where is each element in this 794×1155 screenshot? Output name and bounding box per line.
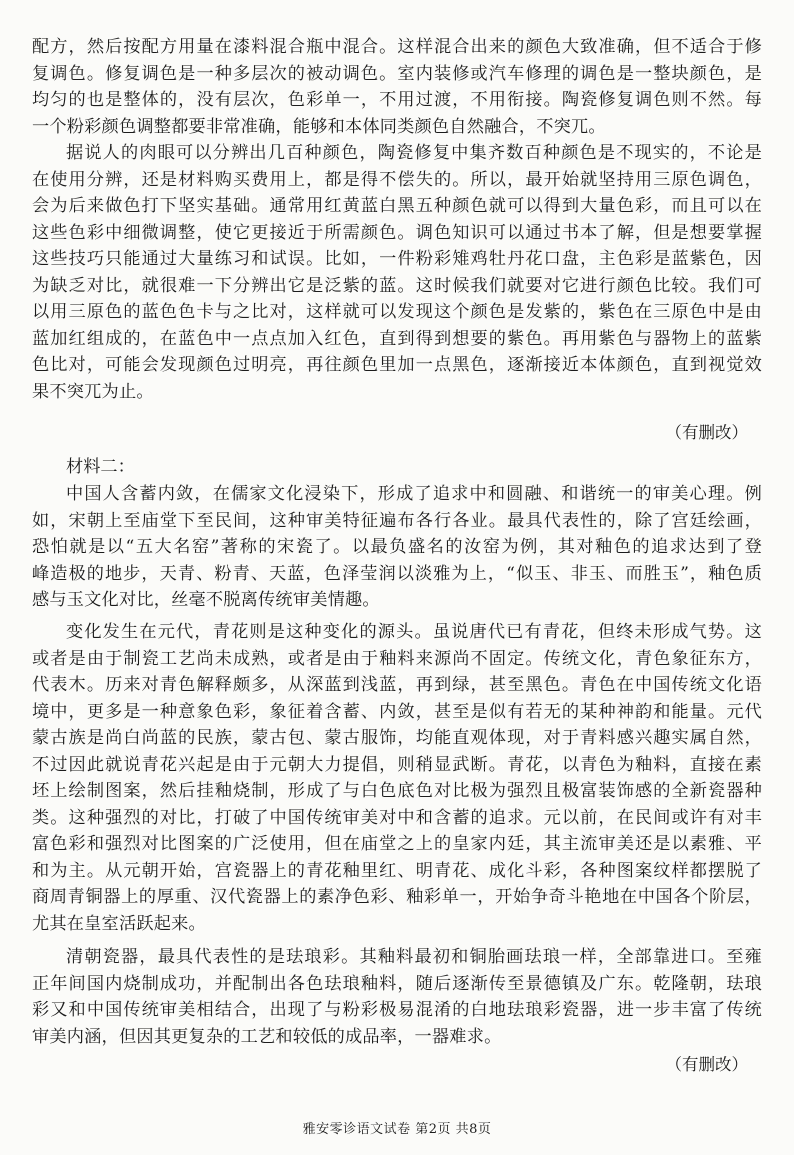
text-line: 清朝瓷器，最具代表性的是珐琅彩。其釉料最初和铜胎画珐琅一样，全部靠进口。至雍	[66, 947, 762, 967]
text-line: 不过因此就说青花兴起是由于元朝大力提倡，则稍显武断。青花，以青色为釉料，直接在素	[32, 754, 762, 775]
text-line: 果不突兀为止。	[32, 381, 154, 402]
text-line: 色比对，可能会发现颜色过明亮，再往颜色里加一点黑色，逐渐接近本体颜色，直到视觉效	[32, 355, 762, 375]
text-line: 蓝加红组成的，在蓝色中一点点加入红色，直到得到想要的紫色。再用紫色与器物上的蓝紫	[32, 328, 762, 349]
text-line: 配方，然后按配方用量在漆料混合瓶中混合。这样混合出来的颜色大致准确，但不适合于修	[32, 37, 762, 57]
text-line: 审美内涵，但因其更复杂的工艺和较低的成品率，一器难求。	[32, 1026, 502, 1047]
page-footer: 雅安零诊语文试卷 第2页 共8页	[302, 1122, 492, 1137]
edited-note: （有删改）	[665, 1055, 748, 1074]
text-line: 和为主。从元朝开始，宫瓷器上的青花釉里红、明青花、成化斗彩，各种图案纹样都摆脱了	[32, 860, 762, 881]
text-line: 如，宋朝上至庙堂下至民间，这种审美特征遍布各行各业。最具代表性的，除了宫廷绘画，	[32, 510, 762, 531]
material-one-continued-paragraph	[32, 34, 762, 140]
text-line: 复调色。修复调色是一种多层次的被动调色。室内装修或汽车修理的调色是一整块颜色，是	[32, 63, 762, 84]
text-line: 商周青铜器上的厚重、汉代瓷器上的素净色彩、釉彩单一，开始争奇斗艳地在中国各个阶层，	[32, 887, 762, 907]
material-two-song-paragraph	[32, 481, 762, 614]
text-line: 均匀的也是整体的，没有层次，色彩单一，不用过渡，不用衔接。陶瓷修复调色则不然。每	[32, 90, 762, 110]
text-line: 恐怕就是以“五大名窑”著称的宋瓷了。以最负盛名的汝窑为例，其对釉色的追求达到了登	[32, 537, 762, 557]
text-line: 据说人的肉眼可以分辨出几百种颜色，陶瓷修复中集齐数百种颜色是不现实的，不论是	[66, 143, 762, 163]
text-line: 坯上绘制图案，然后挂釉烧制，形成了与白色底色对比极为强烈且极富装饰感的全新瓷器种	[32, 781, 762, 801]
text-line: 尤其在皇室活跃起来。	[32, 913, 206, 934]
text-line: 为缺乏对比，就很难一下分辨出它是泛紫的蓝。这时候我们就要对它进行颜色比较。我们可	[32, 275, 762, 296]
material-two-qing-paragraph	[32, 944, 762, 1050]
text-line: 蒙古族是尚白尚蓝的民族，蒙古包、蒙古服饰，均能直观体现，对于青料感兴趣实属自然，	[32, 728, 762, 748]
material-one-color-paragraph	[32, 140, 762, 405]
edited-note: （有删改）	[665, 423, 748, 442]
text-line: 代表木。历来对青色解释颇多，从深蓝到浅蓝，再到绿，甚至黑色。青色在中国传统文化语	[32, 675, 762, 695]
text-line: 变化发生在元代，青花则是这种变化的源头。虽说唐代已有青花，但终未形成气势。这	[66, 622, 762, 642]
text-line: 富色彩和强烈对比图案的广泛使用，但在庙堂之上的皇家内廷，其主流审美还是以素雅、平	[32, 834, 762, 854]
text-line: 这些色彩中细微调整，使它更接近于所需颜色。调色知识可以通过书本了解，但是想要掌握	[32, 222, 762, 243]
text-line: 正年间国内烧制成功，并配制出各色珐琅釉料，随后逐渐传至景德镇及广东。乾隆朝，珐琅	[32, 973, 762, 994]
text-line: 或者是由于制瓷工艺尚未成熟，或者是由于釉料来源尚不固定。传统文化，青色象征东方，	[32, 648, 762, 669]
material-two-yuan-paragraph	[32, 619, 762, 937]
text-line: 彩又和中国传统审美相结合，出现了与粉彩极易混淆的白地珐琅彩瓷器，进一步丰富了传统	[32, 1000, 762, 1020]
text-line: 峰造极的地步，天青、粉青、天蓝，色泽莹润以淡雅为上，“似玉、非玉、而胜玉”，釉色质	[32, 563, 762, 584]
text-line: 感与玉文化对比，丝毫不脱离传统审美情趣。	[32, 590, 380, 610]
text-line: 中国人含蓄内敛，在儒家文化浸染下，形成了追求中和圆融、和谐统一的审美心理。例	[66, 484, 762, 504]
text-line: 境中，更多是一种意象色彩，象征着含蓄、内敛，甚至是似有若无的某种神韵和能量。元代	[32, 701, 762, 722]
text-line: 在使用分辨，还是材料购买费用上，都是得不偿失的。所以，最开始就坚持用三原色调色，	[32, 169, 762, 190]
text-line: 会为后来做色打下坚实基础。通常用红黄蓝白黑五种颜色就可以得到大量色彩，而且可以在	[32, 196, 762, 216]
text-line: 以用三原色的蓝色色卡与之比对，这样就可以发现这个颜色是发紫的，紫色在三原色中是由	[32, 302, 762, 322]
text-line: 类。这种强烈的对比，打破了中国传统审美对中和含蓄的追求。元以前，在民间或许有对丰	[32, 807, 762, 828]
text-line: 这些技巧只能通过大量练习和试误。比如，一件粉彩雉鸡牡丹花口盘，主色彩是蓝紫色，因	[32, 249, 762, 269]
material-two-heading: 材料二：	[66, 457, 135, 477]
text-line: 一个粉彩颜色调整都要非常准确，能够和本体同类颜色自然融合，不突兀。	[32, 116, 606, 137]
